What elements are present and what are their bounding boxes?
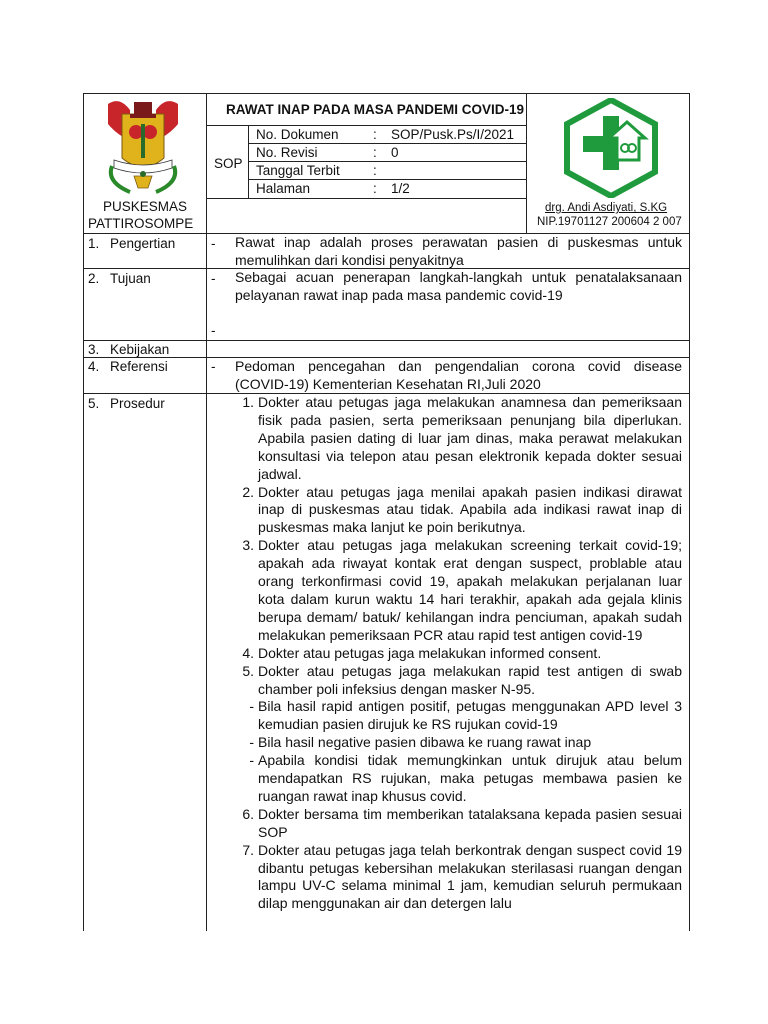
regional-emblem-logo bbox=[100, 96, 186, 196]
section-dash: - bbox=[211, 271, 216, 286]
list-marker: - bbox=[249, 752, 254, 769]
list-item bbox=[242, 662, 682, 699]
list-item bbox=[242, 805, 682, 842]
list-item-text: Dokter bersama tim memberikan tatalaksana kepada pasien sesuai SOP bbox=[258, 805, 682, 840]
list-item bbox=[249, 752, 682, 806]
doc-number-label: No. Dokumen bbox=[256, 127, 339, 142]
list-item bbox=[242, 394, 682, 484]
list-item-text: Dokter atau petugas jaga melakukan rapid test antigen di swab chamber poli infeksius dengan masker N-95. bbox=[258, 662, 682, 697]
list-item-text: Dokter atau petugas jaga menilai apakah pasien indikasi dirawat inap di puskesmas atau tidak. Apabila ada indikasi rawat inap di puskesmas maka lanjut ke poin berikutnya. bbox=[258, 483, 682, 536]
list-item bbox=[242, 483, 682, 538]
list-item bbox=[242, 537, 682, 644]
section-number: 3. bbox=[88, 342, 100, 357]
revision-label: No. Revisi bbox=[256, 145, 318, 160]
list-item bbox=[249, 698, 682, 734]
list-marker: 2. bbox=[242, 483, 254, 500]
section-dash: - bbox=[211, 236, 216, 251]
revision-value: 0 bbox=[391, 145, 399, 160]
procedure-list bbox=[242, 394, 682, 913]
doc-number-sep: : bbox=[373, 127, 377, 142]
list-marker: 3. bbox=[242, 537, 254, 554]
section-label-pengertian: Pengertian bbox=[110, 236, 176, 251]
page-label: Halaman bbox=[256, 181, 311, 196]
list-item-text: Bila hasil negative pasien dibawa ke ruang rawat inap bbox=[258, 734, 592, 751]
section-dash-extra: - bbox=[211, 323, 216, 338]
list-item bbox=[242, 644, 682, 663]
org-name-line2: PATTIROSOMPE bbox=[88, 216, 194, 231]
sop-label: SOP bbox=[214, 156, 243, 171]
puskesmas-logo bbox=[561, 98, 661, 198]
list-item bbox=[242, 841, 682, 914]
issue-date-sep: : bbox=[373, 163, 377, 178]
section-text-tujuan: Sebagai acuan penerapan langkah-langkah untuk penatalaksanaan pelayanan rawat inap pada masa pandemic covid-19 bbox=[235, 269, 682, 303]
list-marker: 7. bbox=[242, 841, 254, 858]
section-text-referensi: Pedoman pencegahan dan pengendalian corona covid disease (COVID-19) Kementerian Kesehatan RI,Juli 2020 bbox=[235, 358, 682, 392]
list-marker: 1. bbox=[242, 394, 254, 410]
section-number: 1. bbox=[88, 236, 100, 251]
issue-date-label: Tanggal Terbit bbox=[256, 163, 340, 178]
list-marker: 5. bbox=[242, 662, 254, 679]
org-name-line1: PUSKESMAS bbox=[103, 199, 188, 214]
list-marker: - bbox=[249, 734, 254, 751]
list-item-text: Bila hasil rapid antigen positif, petugas menggunakan APD level 3 kemudian pasien dirujuk ke RS rujukan covid-19 bbox=[258, 698, 682, 733]
list-marker: - bbox=[249, 698, 254, 715]
list-item bbox=[249, 734, 682, 752]
section-number: 4. bbox=[88, 359, 100, 374]
list-item-text: Dokter atau petugas jaga telah berkontrak dengan suspect covid 19 dibantu petugas kebersihan melakukan sterilasasi ruangan dengan lampu UV-C selama minimal 1 jam, kemudian seluruh permukaan dilap menggunakan air dan detergen lalu bbox=[258, 841, 682, 912]
list-item-text: Apabila kondisi tidak memungkinkan untuk dirujuk atau belum mendapatkan RS rujukan, maka petugas membawa pasien ke ruangan rawat inap khusus covid. bbox=[258, 752, 682, 804]
section-text-pengertian: Rawat inap adalah proses perawatan pasien di puskesmas untuk memulihkan dari kondisi penyakitnya bbox=[235, 234, 682, 268]
document-title: RAWAT INAP PADA MASA PANDEMI COVID-19 bbox=[226, 102, 525, 117]
section-label-prosedur: Prosedur bbox=[110, 396, 165, 411]
list-marker: 4. bbox=[242, 644, 254, 661]
list-item-text: Dokter atau petugas jaga melakukan screening terkait covid-19; apakah ada riwayat kontak erat dengan suspect, problable atau orang terkonfirmasi covid 19, apakah melakukan perjalanan luar kota dalam kurun waktu 14 hari terakhir, apakah ada gejala klinis berupa demam/ batuk/ kehilangan indra penciuman, apakah sudah melakukan pemeriksaan PCR atau rapid test antigen covid-19 bbox=[258, 537, 682, 643]
signer-name: drg. Andi Asdiyati, S.KG bbox=[545, 202, 668, 214]
list-marker: 6. bbox=[242, 805, 254, 822]
section-number: 2. bbox=[88, 271, 100, 286]
section-number: 5. bbox=[88, 396, 100, 411]
section-label-referensi: Referensi bbox=[110, 359, 168, 374]
section-label-kebijakan: Kebijakan bbox=[110, 342, 170, 357]
list-item-text: Dokter atau petugas jaga melakukan informed consent. bbox=[258, 644, 602, 661]
revision-sep: : bbox=[373, 145, 377, 160]
doc-number-value: SOP/Pusk.Ps/I/2021 bbox=[391, 127, 515, 142]
page-value: 1/2 bbox=[391, 181, 410, 196]
page-sep: : bbox=[373, 181, 377, 196]
section-label-tujuan: Tujuan bbox=[110, 271, 151, 286]
list-item-text: Dokter atau petugas jaga melakukan anamnesa dan pemeriksaan fisik pada pasien, serta pemeriksaan penunjang bila diperlukan. Apabila pasien dating di luar jam dinas, maka perawat melakukan konsultasi via telepon atau pesan elektronik kepada dokter sesuai jadwal. bbox=[258, 394, 682, 482]
signer-nip: NIP.19701127 200604 2 007 bbox=[537, 216, 682, 228]
section-dash: - bbox=[211, 359, 216, 374]
